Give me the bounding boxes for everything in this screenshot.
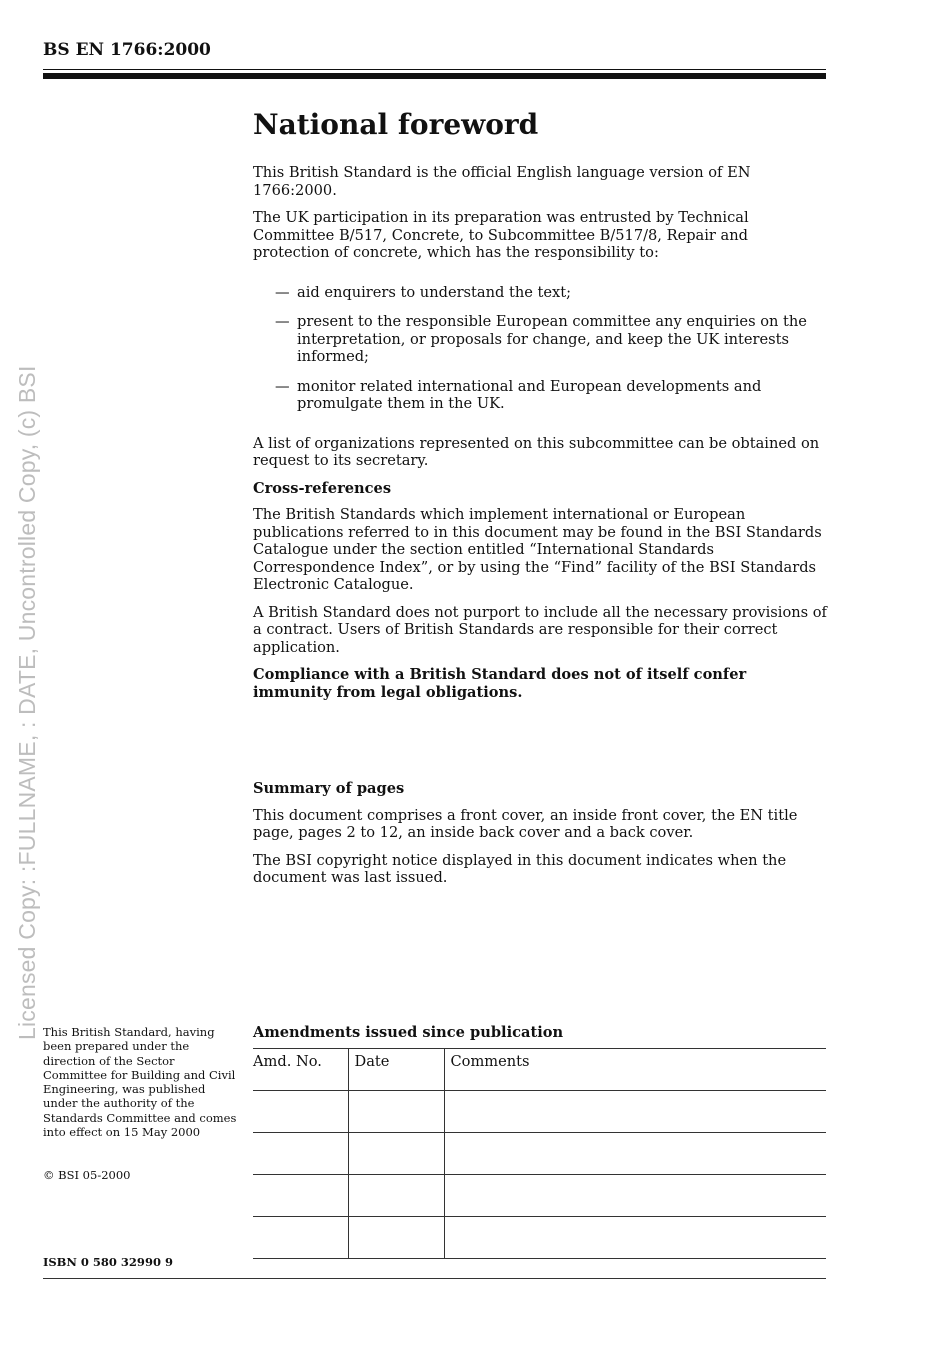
table-row: [253, 1175, 826, 1217]
table-cell: [444, 1217, 826, 1259]
license-watermark: Licensed Copy: :FULLNAME, : DATE, Uncontrolled Copy, (c) BSI: [14, 365, 40, 1040]
summary-pages-paragraph: This document comprises a front cover, an inside front cover, the EN title page, pages 2 to 12, an inside back cover and a back cover.: [253, 806, 798, 841]
table-row: [253, 1091, 826, 1133]
summary-section: [253, 780, 828, 897]
organizations-paragraph: A list of organizations represented on this subcommittee can be obtained on request to its secretary.: [253, 434, 820, 469]
column-header-date: Date: [348, 1049, 444, 1091]
table-cell: [253, 1175, 348, 1217]
list-item: [275, 313, 828, 366]
list-item-text: monitor related international and European developments and promulgate them in the UK.: [297, 377, 762, 412]
table-cell: [253, 1133, 348, 1175]
compliance-statement: Compliance with a British Standard does not of itself confer immunity from legal obligations.: [253, 666, 747, 701]
table-cell: [348, 1175, 444, 1217]
table-row: [253, 1133, 826, 1175]
contract-paragraph: A British Standard does not purport to include all the necessary provisions of a contract. Users of British Standards are responsible for their correct application.: [253, 603, 827, 656]
document-id: BS EN 1766:2000: [43, 40, 211, 60]
publication-sidenote: This British Standard, having been prepared under the direction of the Sector Committee for Building and Civil Engineering, was published under the authority of the Standards Committee and comes into effect on 15 May 2000: [43, 1025, 237, 1140]
summary-heading: Summary of pages: [253, 780, 405, 797]
copyright-line: © BSI 05-2000: [43, 1168, 131, 1182]
page-title: National foreword: [253, 108, 539, 141]
responsibility-list: [253, 284, 828, 413]
isbn: ISBN 0 580 32990 9: [43, 1255, 173, 1269]
list-item-text: aid enquirers to understand the text;: [297, 283, 572, 301]
amendments-title: Amendments issued since publication: [253, 1024, 564, 1041]
foreword-section: [253, 108, 828, 711]
table-cell: [348, 1133, 444, 1175]
table-cell: [253, 1217, 348, 1259]
column-header-amd-no: Amd. No.: [253, 1049, 348, 1091]
table-cell: [348, 1091, 444, 1133]
list-item: [275, 378, 828, 413]
footer-rule: [43, 1278, 826, 1279]
amendments-table: [253, 1048, 826, 1259]
table-cell: [348, 1217, 444, 1259]
intro-paragraph: This British Standard is the official English language version of EN 1766:2000.: [253, 164, 751, 199]
crossref-paragraph: The British Standards which implement international or European publications referred to in this document may be found in the BSI Standards Catalogue under the section entitled “International Standards Correspondence Index”, or by using the “Find” facility of the BSI Standards Electronic Catalogue.: [253, 506, 822, 593]
crossref-heading: Cross-references: [253, 479, 392, 497]
table-cell: [444, 1091, 826, 1133]
header-rule-thick: [43, 73, 826, 79]
table-cell: [253, 1091, 348, 1133]
table-header-row: [253, 1049, 826, 1091]
list-item-text: present to the responsible European committee any enquiries on the interpretation, or proposals for change, and keep the UK interests informed;: [297, 313, 807, 365]
list-item: [275, 284, 828, 302]
bullet-dash: —: [275, 377, 290, 395]
table-cell: [444, 1133, 826, 1175]
copyright-notice-paragraph: The BSI copyright notice displayed in this document indicates when the document was last issued.: [253, 851, 787, 886]
table-cell: [444, 1175, 826, 1217]
header-rule-thin: [43, 69, 826, 70]
bullet-dash: —: [275, 313, 290, 330]
column-header-comments: Comments: [444, 1049, 826, 1091]
participation-paragraph: The UK participation in its preparation was entrusted by Technical Committee B/517, Concrete, to Subcommittee B/517/8, Repair and protection of concrete, which has the responsibility to:: [253, 209, 749, 261]
bullet-dash: —: [275, 283, 290, 301]
table-row: [253, 1217, 826, 1259]
